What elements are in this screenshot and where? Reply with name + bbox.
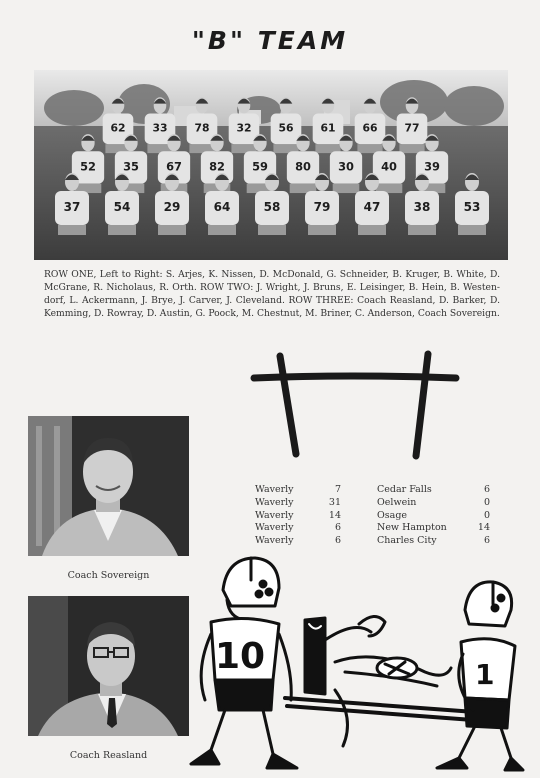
jersey-number: 78 bbox=[194, 121, 210, 135]
team-photo bbox=[34, 70, 508, 260]
jersey-number: 47 bbox=[363, 200, 381, 214]
team-score: 31 bbox=[328, 496, 341, 508]
jersey-number: 61 bbox=[320, 121, 336, 135]
team-name: Waverly bbox=[255, 496, 294, 508]
jersey-number: 52 bbox=[80, 159, 96, 174]
score-row bbox=[255, 510, 490, 523]
jersey-number: 32 bbox=[236, 121, 252, 135]
score-row bbox=[255, 484, 490, 497]
coach-reasland-label: Coach Reasland bbox=[69, 750, 148, 761]
opponent-score: 14 bbox=[477, 522, 490, 534]
jersey-number: 80 bbox=[295, 159, 311, 174]
jersey-number: 30 bbox=[338, 159, 354, 174]
opponent-name: New Hampton bbox=[377, 522, 447, 534]
score-row bbox=[255, 497, 490, 510]
opponent-score: 6 bbox=[483, 484, 490, 495]
opponent-name: Oelwein bbox=[377, 496, 417, 508]
jersey-number: 67 bbox=[166, 159, 182, 174]
opponent-score: 6 bbox=[483, 535, 490, 547]
team-name: Waverly bbox=[255, 535, 294, 547]
jersey-number: 79 bbox=[313, 200, 331, 214]
opponent-name: Osage bbox=[377, 509, 408, 521]
opponent-score: 0 bbox=[483, 509, 490, 521]
jersey-number: 35 bbox=[123, 159, 139, 174]
team-score: 7 bbox=[334, 484, 341, 495]
jersey-number: 53 bbox=[463, 200, 481, 214]
opponent-score: 0 bbox=[483, 496, 490, 508]
coach-sovereign-photo bbox=[28, 416, 189, 556]
season-scores-table bbox=[255, 484, 490, 548]
left-player-jersey-number: 10 bbox=[215, 636, 266, 677]
opponent-name: Cedar Falls bbox=[377, 484, 432, 495]
score-row bbox=[255, 522, 490, 535]
score-row bbox=[255, 535, 490, 548]
team-name: Waverly bbox=[255, 522, 294, 534]
team-name: Waverly bbox=[255, 509, 294, 521]
jersey-number: 56 bbox=[278, 121, 294, 135]
team-roster-caption: ROW ONE, Left to Right: S. Arjes, K. Nissen, D. McDonald, G. Schneider, B. Kruger, B. White, D. McGrane, R. Nicholaus, R. Orth. ROW TWO: J. Wright, J. Bruns, E. Leisinger, B. Hein, B. Westen-dorf, L. Ackermann, J. Brye, J. Carver, J. Cleveland. ROW THREE: Coach Reasland, D. Barker, D. Kemming, D. Rowray, D. Austin, G. Poock, M. Chestnut, M. Briner, C. Anderson, Coach Sovereign. bbox=[44, 269, 500, 319]
jersey-number: 54 bbox=[113, 200, 131, 214]
team-name: Waverly bbox=[255, 484, 294, 495]
jersey-number: 29 bbox=[163, 200, 181, 214]
coach-reasland-photo bbox=[28, 596, 189, 736]
team-score: 6 bbox=[334, 535, 341, 547]
jersey-number: 66 bbox=[362, 121, 378, 135]
opponent-name: Charles City bbox=[377, 535, 437, 547]
jersey-number: 39 bbox=[424, 159, 440, 174]
jersey-number: 59 bbox=[252, 159, 268, 174]
jersey-number: 62 bbox=[110, 121, 126, 135]
jersey-number: 58 bbox=[263, 200, 281, 214]
right-player-jersey-number: 1 bbox=[475, 658, 495, 691]
jersey-number: 77 bbox=[404, 121, 420, 135]
stretcher-cartoon-illustration bbox=[175, 550, 525, 776]
jersey-number: 38 bbox=[413, 200, 431, 214]
jersey-number: 33 bbox=[152, 121, 168, 135]
jersey-number: 37 bbox=[63, 200, 81, 214]
team-score: 6 bbox=[334, 522, 341, 534]
team-score: 14 bbox=[328, 509, 341, 521]
goalpost-illustration bbox=[250, 348, 460, 460]
jersey-number: 64 bbox=[213, 200, 231, 214]
jersey-number: 40 bbox=[381, 159, 397, 174]
jersey-number: 82 bbox=[209, 159, 225, 174]
page-title: "B" TEAM bbox=[191, 26, 349, 55]
coach-sovereign-label: Coach Sovereign bbox=[67, 570, 150, 581]
